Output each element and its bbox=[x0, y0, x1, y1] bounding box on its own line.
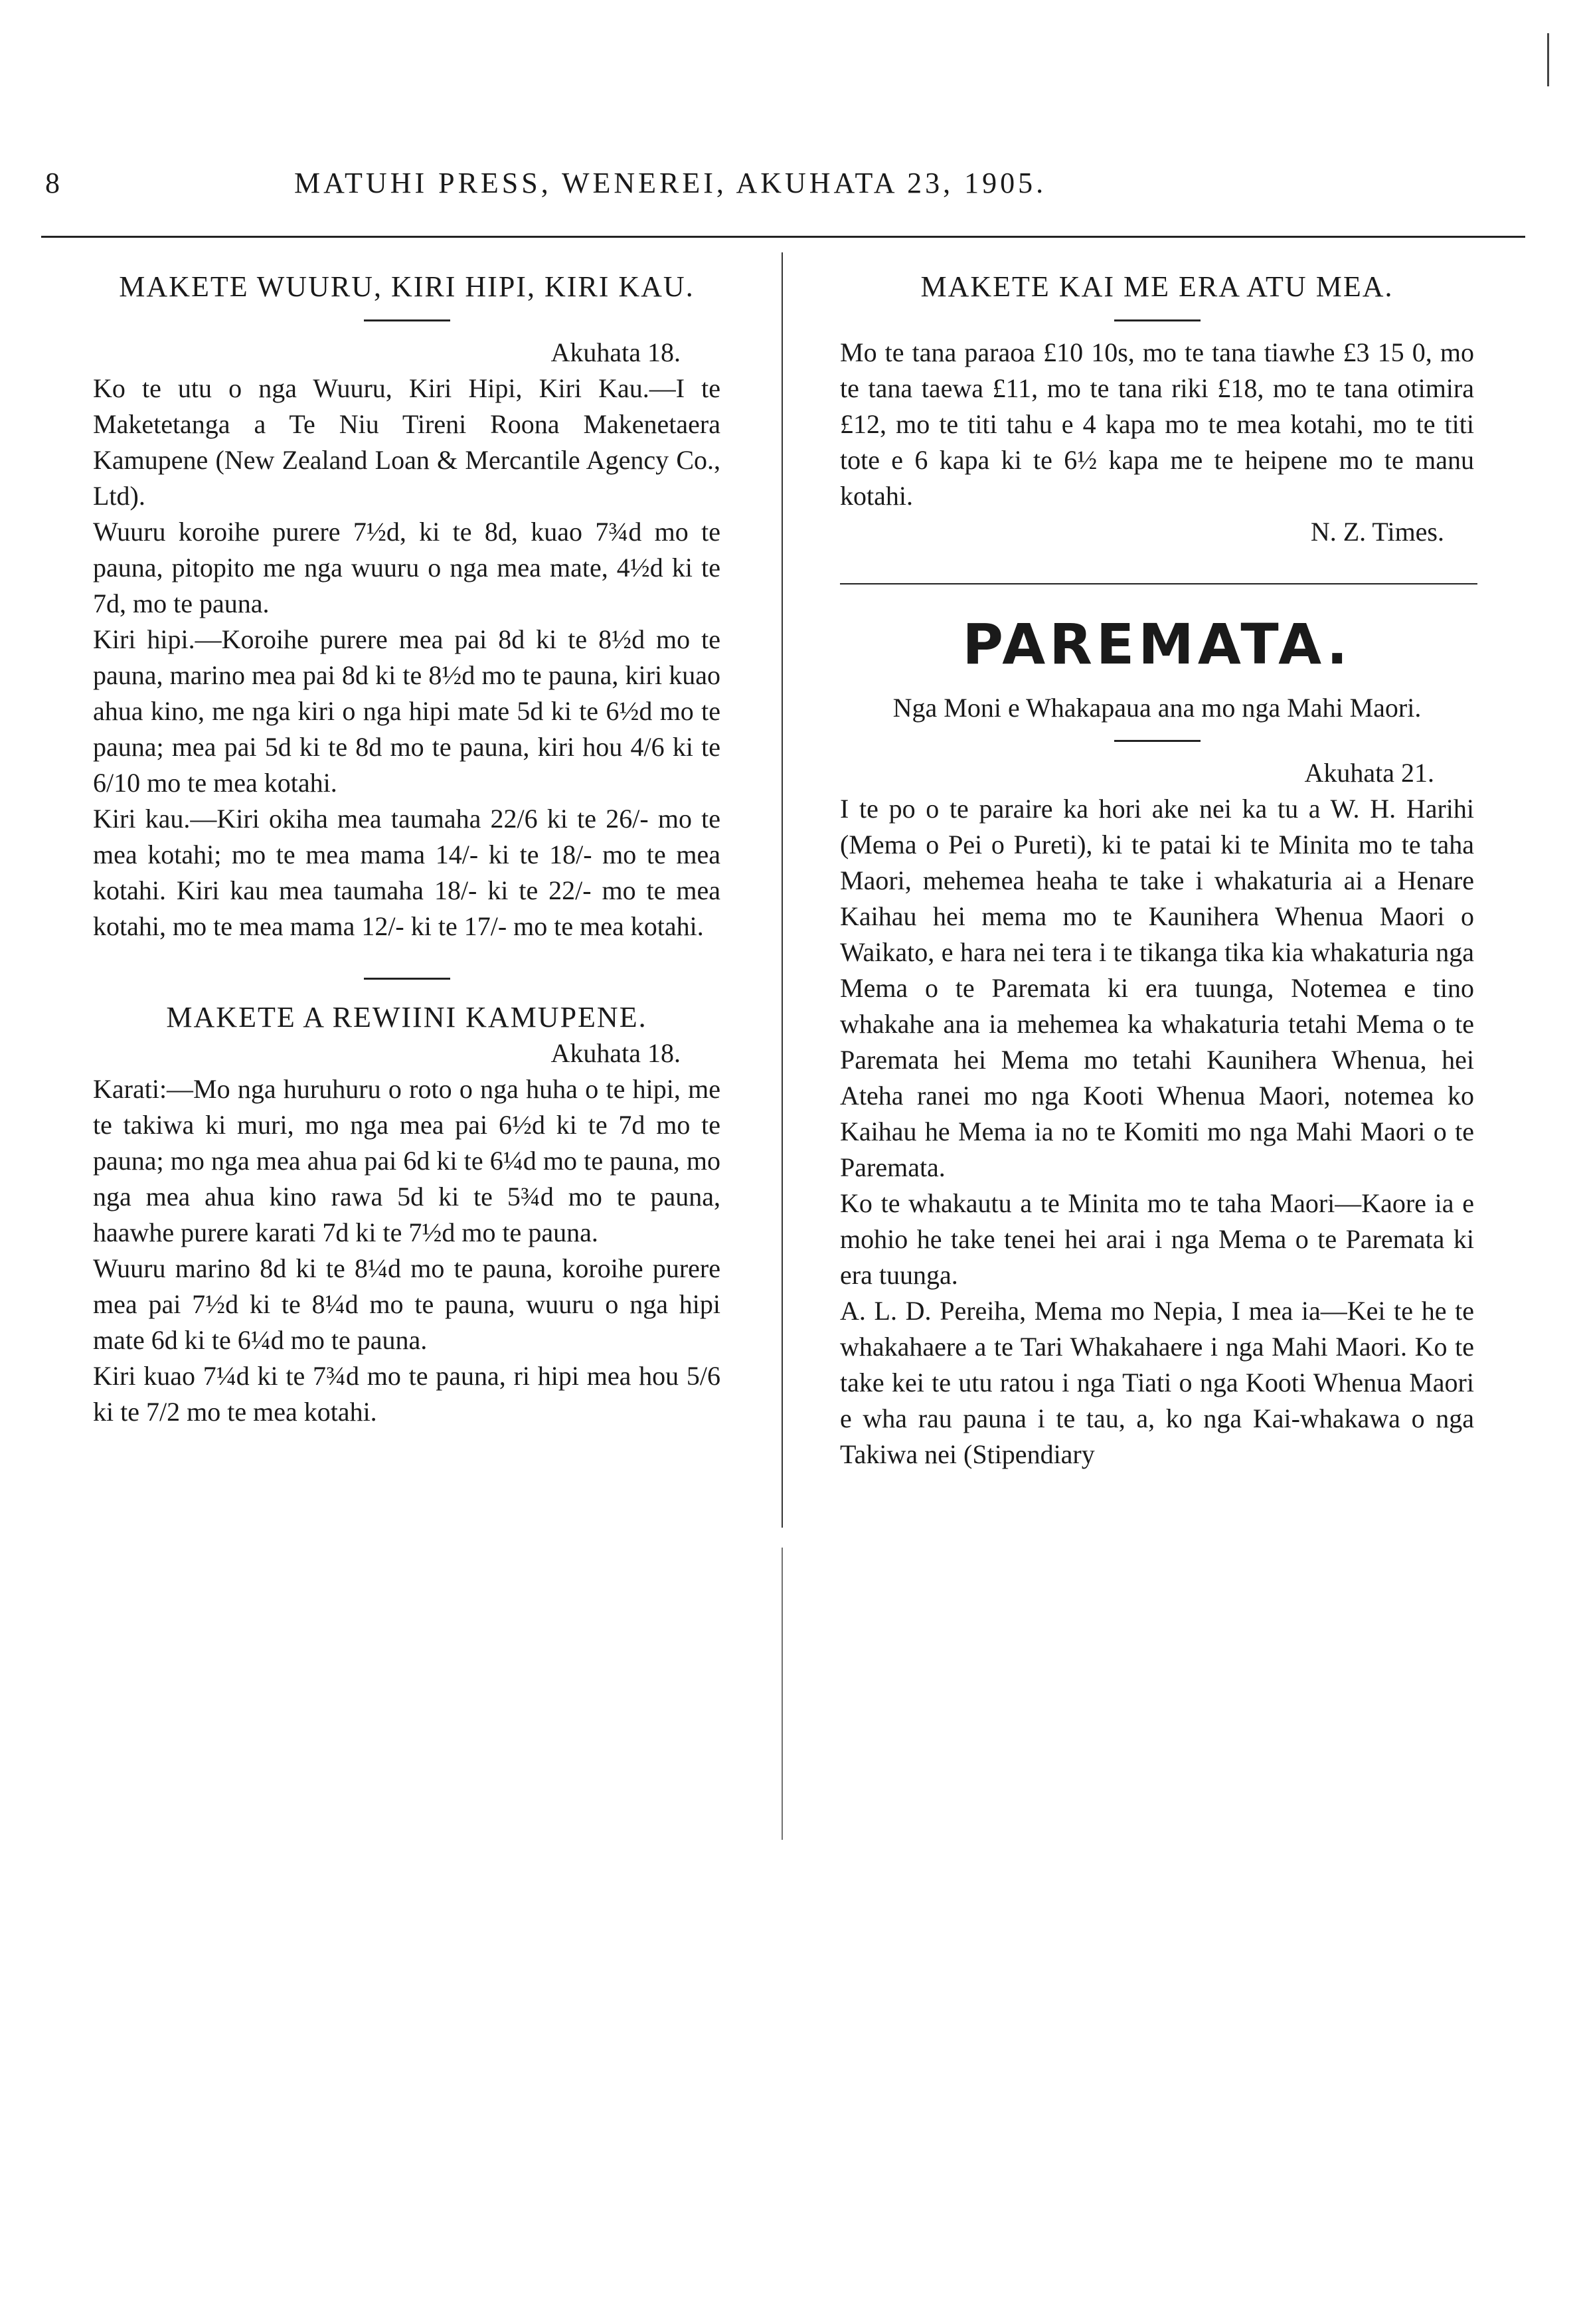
headline-rule bbox=[1114, 319, 1201, 321]
rabbit-market-paragraph: Wuuru marino 8d ki te 8¼d mo te pauna, koroihe purere mea pai 7½d ki te 8¼d mo te pauna, wuuru o nga hipi mate 6d ki te 6¼d mo te pauna. bbox=[93, 1253, 720, 1355]
column-divider bbox=[782, 252, 783, 1528]
section-rule bbox=[364, 978, 450, 980]
parliament-paragraph: I te po o te paraire ka hori ake nei ka tu a W. H. Harihi (Mema o Pei o Pureti), ki te patai ki te Minita mo te taha Maori, mehemea heaha te take i whakaturia ai a Henare Kaihau hei mema mo te Kaunihera Whenua Maori o Waikato, e hara nei tera i te tikanga tika kia whakaturia nga Mema o te Paremata ki era tuunga, Notemea e tino whakahe ana ia mehemea ka whakaturia tetahi Mema o te Paremata hei Mema mo tetahi Kaunihera Whenua, hei Ateha ranei mo nga Kooti Whenua Maori, notemea ko Kaihau he Mema ia no te Komiti mo nga Mahi Maori o te Paremata. bbox=[840, 794, 1474, 1182]
right-column bbox=[840, 269, 1474, 1473]
page-number: 8 bbox=[45, 167, 60, 199]
wool-market-paragraph: Ko te utu o nga Wuuru, Kiri Hipi, Kiri Kau.—I te Maketetanga a Te Niu Tireni Roona Makenetaera Kamupene (New Zealand Loan & Mercantile Agency Co., Ltd). bbox=[93, 373, 720, 511]
column-divider-lower bbox=[782, 1548, 783, 1840]
rabbit-market-article bbox=[93, 1000, 720, 1430]
header-rule bbox=[41, 236, 1525, 238]
parliament-article bbox=[840, 611, 1474, 1473]
rabbit-market-paragraph: Karati:—Mo nga huruhuru o roto o nga huha o te hipi, me te takiwa ki muri, mo nga mea pai 6½d ki te 7d mo te pauna; mo nga mea ahua pai 6d ki te 6¼d mo te pauna, mo nga mea ahua kino rawa 5d ki te 5¾d mo te pauna, haawhe purere karati 7d ki te 7½d mo te pauna. bbox=[93, 1074, 720, 1247]
parliament-subhead: Nga Moni e Whakapaua ana mo nga Mahi Maori. bbox=[892, 693, 1422, 723]
wool-market-paragraph: Kiri kau.—Kiri okiha mea taumaha 22/6 ki te 26/- mo te mea kotahi; mo te mea mama 14/- ki te 18/- mo te mea kotahi. Kiri kau mea taumaha 18/- ki te 22/- mo te mea kotahi, mo te mea mama 12/- ki te 17/- mo te mea kotahi. bbox=[93, 804, 720, 941]
rabbit-market-dateline: Akuhata 18. bbox=[550, 1038, 681, 1068]
wool-market-paragraph: Kiri hipi.—Koroihe purere mea pai 8d ki te 8½d mo te pauna, marino mea pai 8d ki te 8½d mo te pauna, kiri kuao ahua kino, me nga kiri o nga hipi mate 5d ki te 6½d mo te pauna; mea pai 5d ki te 8d mo te pauna, kiri hou 4/6 ki te 6/10 mo te mea kotahi. bbox=[93, 624, 720, 798]
subhead-rule bbox=[1114, 740, 1201, 742]
food-market-paragraph: Mo te tana paraoa £10 10s, mo te tana tiawhe £3 15 0, mo te tana taewa £11, mo te tana riki £18, mo te tana otimira £12, mo te titi tahu e 4 kapa mo te mea kotahi, mo te titi tote e 6 kapa ki te 6½ kapa me te heipene mo te manu kotahi. bbox=[840, 337, 1474, 511]
headline-rule bbox=[364, 319, 450, 321]
wool-market-article bbox=[93, 269, 720, 944]
masthead-title: MATUHI PRESS, WENEREI, AKUHATA 23, 1905. bbox=[294, 167, 1047, 199]
left-column bbox=[93, 269, 720, 1430]
page-header bbox=[45, 166, 1519, 213]
wool-market-paragraph: Wuuru koroihe purere 7½d, ki te 8d, kuao 7¾d mo te pauna, pitopito me nga wuuru o nga mea mate, 4½d ki te 7d, mo te pauna. bbox=[93, 517, 720, 618]
parliament-title: PAREMATA. bbox=[962, 612, 1352, 677]
parliament-dateline: Akuhata 21. bbox=[1304, 758, 1434, 788]
wool-market-dateline: Akuhata 18. bbox=[550, 337, 681, 367]
wool-market-headline: MAKETE WUURU, KIRI HIPI, KIRI KAU. bbox=[119, 270, 695, 303]
section-divider-rule bbox=[840, 583, 1477, 584]
food-market-headline: MAKETE KAI ME ERA ATU MEA. bbox=[920, 270, 1394, 303]
food-market-article bbox=[840, 269, 1474, 550]
parliament-paragraph: A. L. D. Pereiha, Mema mo Nepia, I mea ia—Kei te he te whakahaere a te Tari Whakahaere i nga Mahi Maori. Ko te take kei te utu ratou i nga Tiati o nga Kooti Whenua Maori e wha rau pauna i te tau, a, ko nga Kai-whakawa o nga Takiwa nei (Stipendiary bbox=[840, 1296, 1474, 1469]
food-market-source: N. Z. Times. bbox=[1310, 517, 1444, 547]
rabbit-market-paragraph: Kiri kuao 7¼d ki te 7¾d mo te pauna, ri hipi mea hou 5/6 ki te 7/2 mo te mea kotahi. bbox=[93, 1361, 720, 1427]
page-edge-mark bbox=[1547, 33, 1549, 86]
parliament-paragraph: Ko te whakautu a te Minita mo te taha Maori—Kaore ia e mohio he take tenei hei arai i nga Mema o te Paremata ki era tuunga. bbox=[840, 1188, 1474, 1290]
rabbit-market-headline: MAKETE A REWIINI KAMUPENE. bbox=[166, 1001, 647, 1033]
